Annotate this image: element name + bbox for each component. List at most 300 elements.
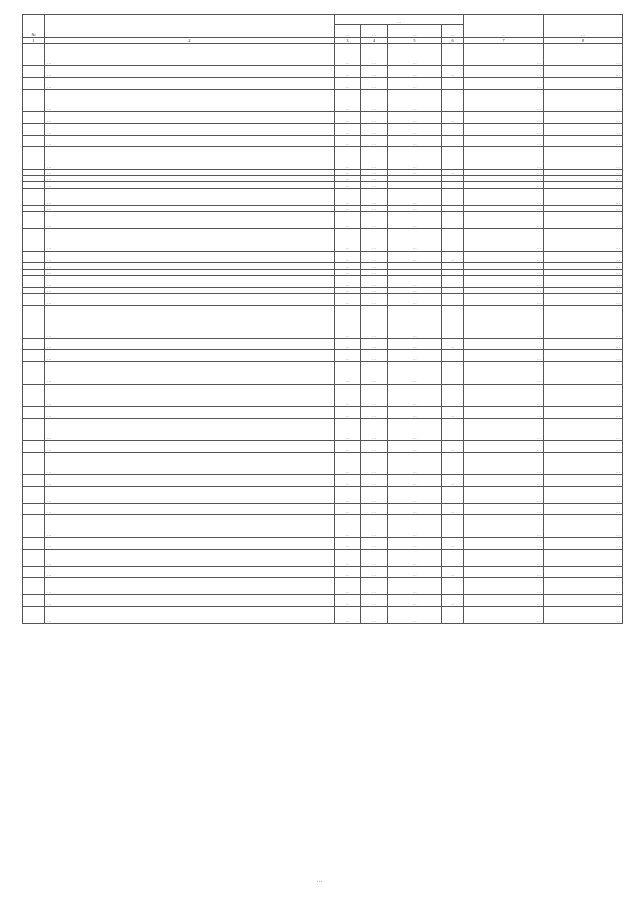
row-section-cell: …	[361, 475, 388, 487]
row-section-cell: …	[361, 418, 388, 440]
row-grbs-cell: …	[335, 515, 361, 537]
table-row	[23, 486, 623, 503]
table-row	[23, 452, 623, 474]
header-year-2: …	[544, 15, 623, 38]
row-value-2023-cell: …	[464, 362, 544, 384]
row-name-cell: …	[45, 406, 335, 418]
row-target-cell: …	[388, 384, 442, 406]
row-grbs-cell: …	[335, 406, 361, 418]
row-number-cell	[23, 44, 45, 66]
header-type: …	[442, 25, 464, 38]
table-row	[23, 566, 623, 578]
row-grbs-cell: …	[335, 89, 361, 111]
row-name-cell: …	[45, 251, 335, 263]
row-value-2024-cell: …	[544, 549, 623, 566]
row-grbs-cell: …	[335, 182, 361, 188]
row-value-2024-cell: …	[544, 305, 623, 338]
row-section-cell: …	[361, 566, 388, 578]
row-name-cell: …	[45, 212, 335, 229]
row-section-cell: …	[361, 147, 388, 169]
row-number-cell	[23, 112, 45, 124]
table-row	[23, 251, 623, 263]
row-type-cell: …	[442, 595, 464, 607]
row-value-2023-cell: …	[464, 123, 544, 135]
row-name-cell: …	[45, 549, 335, 566]
row-section-cell: …	[361, 287, 388, 293]
row-value-2023-cell: …	[464, 293, 544, 305]
row-value-2023-cell: …	[464, 475, 544, 487]
row-value-2023-cell: …	[464, 188, 544, 205]
table-row	[23, 338, 623, 350]
row-value-2024-cell: …	[544, 182, 623, 188]
table-row	[23, 112, 623, 124]
row-type-cell: …	[442, 537, 464, 549]
row-value-2024-cell: …	[544, 418, 623, 440]
table-row	[23, 406, 623, 418]
row-target-cell: …	[388, 305, 442, 338]
row-section-cell: …	[361, 169, 388, 175]
row-type-cell	[442, 384, 464, 406]
row-type-cell: …	[442, 406, 464, 418]
table-row	[23, 275, 623, 287]
row-target-cell: …	[388, 123, 442, 135]
row-section-cell: …	[361, 595, 388, 607]
row-value-2024-cell: …	[544, 515, 623, 537]
row-section-cell: …	[361, 293, 388, 305]
row-value-2023-cell: …	[464, 251, 544, 263]
row-target-cell: …	[388, 205, 442, 211]
table-row	[23, 305, 623, 338]
row-value-2023-cell: …	[464, 269, 544, 275]
row-type-cell	[442, 78, 464, 90]
row-type-cell: …	[442, 440, 464, 452]
row-value-2023-cell: …	[464, 229, 544, 251]
row-name-cell: …	[45, 287, 335, 293]
row-value-2023-cell: …	[464, 566, 544, 578]
row-type-cell	[442, 350, 464, 362]
row-section-cell: …	[361, 515, 388, 537]
column-number: 1	[23, 38, 45, 44]
row-grbs-cell: …	[335, 452, 361, 474]
row-target-cell: …	[388, 44, 442, 66]
row-name-cell: …	[45, 537, 335, 549]
row-grbs-cell: …	[335, 350, 361, 362]
row-value-2024-cell: …	[544, 595, 623, 607]
row-name-cell: …	[45, 176, 335, 182]
row-value-2024-cell: …	[544, 66, 623, 78]
row-grbs-cell: …	[335, 566, 361, 578]
row-grbs-cell: …	[335, 418, 361, 440]
row-number-cell	[23, 515, 45, 537]
row-value-2023-cell: …	[464, 452, 544, 474]
row-name-cell: …	[45, 229, 335, 251]
row-type-cell	[442, 275, 464, 287]
row-target-cell: …	[388, 578, 442, 595]
row-grbs-cell: …	[335, 147, 361, 169]
row-value-2024-cell: …	[544, 112, 623, 124]
row-value-2023-cell: …	[464, 406, 544, 418]
row-number-cell	[23, 212, 45, 229]
row-target-cell: …	[388, 188, 442, 205]
row-value-2024-cell: …	[544, 263, 623, 269]
row-value-2023-cell: …	[464, 578, 544, 595]
table-row	[23, 147, 623, 169]
row-grbs-cell: …	[335, 549, 361, 566]
row-section-cell: …	[361, 251, 388, 263]
row-section-cell: …	[361, 135, 388, 147]
row-name-cell: …	[45, 188, 335, 205]
row-type-cell	[442, 305, 464, 338]
row-target-cell: …	[388, 362, 442, 384]
row-value-2023-cell: …	[464, 440, 544, 452]
row-type-cell: …	[442, 338, 464, 350]
row-value-2023-cell: …	[464, 169, 544, 175]
row-name-cell: …	[45, 66, 335, 78]
table-row	[23, 440, 623, 452]
row-number-cell	[23, 305, 45, 338]
row-value-2023-cell: …	[464, 182, 544, 188]
row-target-cell: …	[388, 452, 442, 474]
row-type-cell	[442, 188, 464, 205]
row-grbs-cell: …	[335, 269, 361, 275]
row-target-cell: …	[388, 66, 442, 78]
row-target-cell: …	[388, 229, 442, 251]
row-type-cell	[442, 89, 464, 111]
row-number-cell	[23, 607, 45, 624]
row-section-cell: …	[361, 549, 388, 566]
row-value-2024-cell: …	[544, 275, 623, 287]
row-name-cell: …	[45, 418, 335, 440]
row-grbs-cell: …	[335, 305, 361, 338]
column-number: 8	[544, 38, 623, 44]
row-value-2023-cell: …	[464, 595, 544, 607]
row-grbs-cell: …	[335, 362, 361, 384]
row-grbs-cell: …	[335, 578, 361, 595]
row-target-cell: …	[388, 350, 442, 362]
row-section-cell: …	[361, 486, 388, 503]
row-number-cell	[23, 440, 45, 452]
row-number-cell	[23, 275, 45, 287]
row-type-cell	[442, 229, 464, 251]
row-target-cell: …	[388, 293, 442, 305]
header-codes: …	[335, 15, 464, 25]
row-type-cell	[442, 362, 464, 384]
row-number-cell	[23, 549, 45, 566]
row-target-cell: …	[388, 338, 442, 350]
row-number-cell	[23, 418, 45, 440]
table-row	[23, 549, 623, 566]
row-value-2023-cell: …	[464, 486, 544, 503]
row-name-cell: …	[45, 338, 335, 350]
row-value-2023-cell: …	[464, 263, 544, 269]
row-name-cell: …	[45, 607, 335, 624]
row-value-2024-cell: …	[544, 293, 623, 305]
header-grbs: …	[335, 25, 361, 38]
row-value-2024-cell: …	[544, 452, 623, 474]
row-section-cell: …	[361, 188, 388, 205]
row-type-cell	[442, 607, 464, 624]
table-row	[23, 188, 623, 205]
row-section-cell: …	[361, 338, 388, 350]
row-name-cell: …	[45, 362, 335, 384]
row-number-cell	[23, 78, 45, 90]
row-type-cell	[442, 578, 464, 595]
row-grbs-cell: …	[335, 188, 361, 205]
row-target-cell: …	[388, 549, 442, 566]
table-row	[23, 229, 623, 251]
row-value-2023-cell: …	[464, 287, 544, 293]
row-number-cell	[23, 475, 45, 487]
row-section-cell: …	[361, 578, 388, 595]
row-value-2023-cell: …	[464, 418, 544, 440]
row-value-2024-cell: …	[544, 362, 623, 384]
row-name-cell: …	[45, 452, 335, 474]
row-value-2024-cell: …	[544, 123, 623, 135]
row-section-cell: …	[361, 384, 388, 406]
row-name-cell: …	[45, 440, 335, 452]
row-section-cell: …	[361, 263, 388, 269]
row-number-cell	[23, 338, 45, 350]
row-name-cell: …	[45, 475, 335, 487]
row-name-cell: …	[45, 486, 335, 503]
row-value-2024-cell: …	[544, 89, 623, 111]
row-target-cell: …	[388, 440, 442, 452]
document-page	[22, 14, 622, 624]
row-value-2023-cell: …	[464, 338, 544, 350]
row-grbs-cell: …	[335, 112, 361, 124]
row-target-cell: …	[388, 595, 442, 607]
row-name-cell: …	[45, 269, 335, 275]
budget-rows	[23, 44, 623, 624]
row-name-cell: …	[45, 169, 335, 175]
row-section-cell: …	[361, 205, 388, 211]
row-name-cell: …	[45, 566, 335, 578]
row-value-2024-cell: …	[544, 406, 623, 418]
row-type-cell: …	[442, 169, 464, 175]
row-section-cell: …	[361, 112, 388, 124]
row-grbs-cell: …	[335, 251, 361, 263]
row-section-cell: …	[361, 66, 388, 78]
row-type-cell: …	[442, 112, 464, 124]
row-grbs-cell: …	[335, 123, 361, 135]
row-value-2023-cell: …	[464, 147, 544, 169]
row-value-2023-cell: …	[464, 537, 544, 549]
row-value-2023-cell: …	[464, 503, 544, 515]
row-type-cell: …	[442, 475, 464, 487]
row-value-2024-cell: …	[544, 147, 623, 169]
row-grbs-cell: …	[335, 44, 361, 66]
row-target-cell: …	[388, 607, 442, 624]
row-value-2024-cell: …	[544, 188, 623, 205]
row-value-2024-cell: …	[544, 350, 623, 362]
row-number-cell	[23, 251, 45, 263]
row-name-cell: …	[45, 305, 335, 338]
table-row	[23, 66, 623, 78]
row-target-cell: …	[388, 112, 442, 124]
row-section-cell: …	[361, 78, 388, 90]
row-number-cell	[23, 595, 45, 607]
row-number-cell	[23, 293, 45, 305]
row-type-cell	[442, 486, 464, 503]
table-row	[23, 537, 623, 549]
row-name-cell: …	[45, 135, 335, 147]
row-number-cell	[23, 350, 45, 362]
row-value-2023-cell: …	[464, 305, 544, 338]
row-name-cell: …	[45, 384, 335, 406]
row-value-2024-cell: …	[544, 229, 623, 251]
row-number-cell	[23, 452, 45, 474]
row-section-cell: …	[361, 362, 388, 384]
row-section-cell: …	[361, 182, 388, 188]
table-row	[23, 578, 623, 595]
row-number-cell	[23, 123, 45, 135]
row-section-cell: …	[361, 607, 388, 624]
row-value-2023-cell: …	[464, 66, 544, 78]
row-grbs-cell: …	[335, 169, 361, 175]
row-grbs-cell: …	[335, 537, 361, 549]
table-row	[23, 78, 623, 90]
row-target-cell: …	[388, 406, 442, 418]
row-section-cell: …	[361, 305, 388, 338]
row-value-2023-cell: …	[464, 515, 544, 537]
row-target-cell: …	[388, 515, 442, 537]
row-type-cell	[442, 549, 464, 566]
row-section-cell: …	[361, 406, 388, 418]
row-section-cell: …	[361, 212, 388, 229]
row-type-cell	[442, 515, 464, 537]
row-name-cell: …	[45, 263, 335, 269]
row-grbs-cell: …	[335, 229, 361, 251]
row-value-2024-cell: …	[544, 135, 623, 147]
row-type-cell	[442, 44, 464, 66]
row-name-cell: …	[45, 182, 335, 188]
row-number-cell	[23, 188, 45, 205]
row-type-cell	[442, 147, 464, 169]
row-value-2023-cell: …	[464, 44, 544, 66]
row-name-cell: …	[45, 147, 335, 169]
row-type-cell	[442, 293, 464, 305]
header-section: …	[361, 25, 388, 38]
row-value-2024-cell: …	[544, 566, 623, 578]
row-name-cell: …	[45, 503, 335, 515]
row-target-cell: …	[388, 486, 442, 503]
row-value-2024-cell: …	[544, 78, 623, 90]
row-target-cell: …	[388, 78, 442, 90]
row-target-cell: …	[388, 135, 442, 147]
row-type-cell	[442, 212, 464, 229]
row-value-2024-cell: …	[544, 169, 623, 175]
row-target-cell: …	[388, 251, 442, 263]
row-value-2024-cell: …	[544, 251, 623, 263]
row-number-cell	[23, 406, 45, 418]
row-value-2023-cell: …	[464, 176, 544, 182]
row-target-cell: …	[388, 566, 442, 578]
row-value-2023-cell: …	[464, 275, 544, 287]
row-value-2024-cell: …	[544, 607, 623, 624]
row-value-2024-cell: …	[544, 287, 623, 293]
row-name-cell: …	[45, 123, 335, 135]
row-value-2023-cell: …	[464, 135, 544, 147]
table-row	[23, 362, 623, 384]
row-value-2024-cell: …	[544, 440, 623, 452]
row-section-cell: …	[361, 176, 388, 182]
row-grbs-cell: …	[335, 212, 361, 229]
row-section-cell: …	[361, 44, 388, 66]
row-section-cell: …	[361, 350, 388, 362]
row-number-cell	[23, 566, 45, 578]
row-grbs-cell: …	[335, 287, 361, 293]
row-name-cell: …	[45, 578, 335, 595]
row-grbs-cell: …	[335, 607, 361, 624]
row-type-cell: …	[442, 503, 464, 515]
row-target-cell: …	[388, 89, 442, 111]
header-number: №	[23, 15, 45, 38]
row-grbs-cell: …	[335, 135, 361, 147]
row-target-cell: …	[388, 503, 442, 515]
row-number-cell	[23, 384, 45, 406]
column-number: 4	[361, 38, 388, 44]
table-row	[23, 503, 623, 515]
row-type-cell	[442, 452, 464, 474]
row-value-2024-cell: …	[544, 44, 623, 66]
row-value-2023-cell: …	[464, 384, 544, 406]
row-target-cell: …	[388, 212, 442, 229]
row-value-2024-cell: …	[544, 338, 623, 350]
row-grbs-cell: …	[335, 475, 361, 487]
row-value-2023-cell: …	[464, 212, 544, 229]
row-number-cell	[23, 147, 45, 169]
table-row	[23, 212, 623, 229]
table-row	[23, 123, 623, 135]
column-number: 6	[442, 38, 464, 44]
row-number-cell	[23, 229, 45, 251]
row-section-cell: …	[361, 275, 388, 287]
row-value-2023-cell: …	[464, 205, 544, 211]
table-row	[23, 89, 623, 111]
row-number-cell	[23, 486, 45, 503]
row-section-cell: …	[361, 269, 388, 275]
row-value-2023-cell: …	[464, 78, 544, 90]
header-target: …	[388, 25, 442, 38]
row-value-2024-cell: …	[544, 269, 623, 275]
row-target-cell: …	[388, 287, 442, 293]
row-grbs-cell: …	[335, 176, 361, 182]
row-target-cell: …	[388, 147, 442, 169]
table-row	[23, 384, 623, 406]
row-number-cell	[23, 135, 45, 147]
column-number: 7	[464, 38, 544, 44]
row-section-cell: …	[361, 229, 388, 251]
table-row	[23, 418, 623, 440]
column-number: 2	[45, 38, 335, 44]
row-number-cell	[23, 362, 45, 384]
row-type-cell: …	[442, 566, 464, 578]
row-value-2024-cell: …	[544, 176, 623, 182]
row-section-cell: …	[361, 452, 388, 474]
column-number: 3	[335, 38, 361, 44]
row-grbs-cell: …	[335, 275, 361, 287]
row-number-cell	[23, 503, 45, 515]
row-value-2024-cell: …	[544, 384, 623, 406]
row-grbs-cell: …	[335, 263, 361, 269]
row-name-cell: …	[45, 595, 335, 607]
row-target-cell: …	[388, 475, 442, 487]
row-type-cell: …	[442, 66, 464, 78]
row-section-cell: …	[361, 89, 388, 111]
row-name-cell: …	[45, 275, 335, 287]
table-row	[23, 595, 623, 607]
row-section-cell: …	[361, 537, 388, 549]
